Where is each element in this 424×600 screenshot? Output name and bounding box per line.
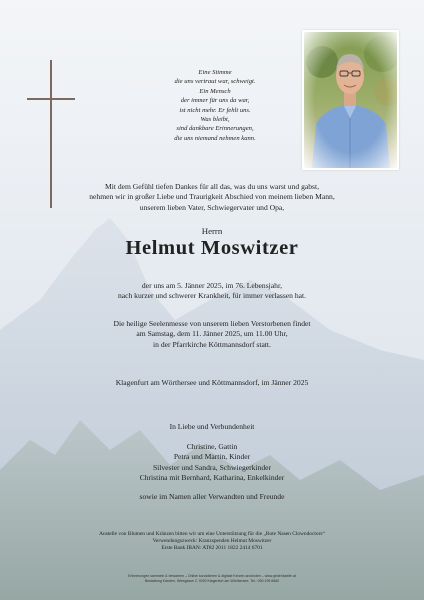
intro-line: nehmen wir in großer Liebe und Traurigkeit Abschied von meinem lieben Mann, (89, 192, 335, 202)
poem-line: Ein Mensch (199, 87, 231, 95)
deceased-name: Helmut Moswitzer (125, 237, 299, 259)
donation-line: Erste Bank IBAN: AT82 2011 1822 2414 6701 (161, 545, 263, 552)
mass-line: Die heilige Seelenmesse von unserem lieben Verstorbenen findet (113, 319, 311, 328)
relatives-text: sowie im Namen aller Verwandten und Freunde (139, 492, 285, 501)
mass-line: am Samstag, dem 11. Jänner 2025, um 11.00 Uhr, (136, 329, 288, 339)
poem-line: die uns vertraut war, schweigt. (174, 78, 256, 86)
intro-text (0, 182, 424, 213)
portrait-photo (302, 30, 399, 170)
poem-line: ist nicht mehr. Er fehlt uns. (179, 106, 251, 114)
poem-line: der immer für uns da war, (180, 97, 250, 105)
passing-line: der uns am 5. Jänner 2025, im 76. Lebensjahr, (141, 281, 283, 290)
imprint (0, 574, 424, 584)
intro-line: unserem lieben Vater, Schwiegervater und Opa, (139, 202, 285, 212)
poem (140, 68, 290, 143)
donation-note (0, 531, 424, 553)
passing-text (0, 281, 424, 302)
mass-announcement (0, 319, 424, 350)
poem-line: Was bleibt, (200, 116, 230, 124)
imprint-line: Erinnerungen sammeln & bewahren – Online kondolieren & digitale Kerzen anzünden – www.gedenkseite.at (128, 574, 296, 578)
relatives-line (0, 492, 424, 502)
portrait-image (304, 32, 397, 168)
honorific: Herrn (201, 226, 223, 236)
cross-icon-horizontal (27, 98, 75, 100)
donation-line: Anstelle von Blumen und Kränzen bitten wir um eine Unterstützung für die „Rote Nasen Clowndoctors“ (99, 531, 325, 537)
family-member: Christine, Gattin (186, 442, 238, 451)
passing-line: nach kurzer und schwerer Krankheit, für immer verlassen hat. (117, 291, 307, 301)
family-member: Christina mit Bernhard, Katharina, Enkelkinder (139, 473, 285, 483)
poem-line: sind dankbare Erinnerungen, (176, 125, 254, 133)
mass-line: in der Pfarrkirche Köttmannsdorf statt. (153, 339, 271, 349)
poem-line: die uns niemand nehmen kann. (174, 134, 256, 142)
family-list (0, 442, 424, 484)
intro-line: Mit dem Gefühl tiefen Dankes für all das, was du uns warst und gabst, (104, 182, 320, 191)
family-member: Petra und Martin, Kinder (173, 452, 251, 462)
closing-line: In Liebe und Verbundenheit (169, 422, 255, 431)
place-date (0, 378, 424, 388)
place-date-line: Klagenfurt am Wörthersee und Köttmannsdorf, im Jänner 2025 (115, 378, 309, 387)
imprint-line: Bestattung Kärnten, Wiesgasse 2, 9020 Klagenfurt am Wörthersee, Tel.: 050 199 6660 (144, 579, 280, 583)
closing-phrase (0, 422, 424, 432)
poem-line: Eine Stimme (198, 69, 232, 76)
family-member: Silvester und Sandra, Schwiegerkinder (152, 462, 272, 472)
donation-line: Verwendungszweck: Kranzspenden Helmut Moswitzer (152, 538, 272, 545)
